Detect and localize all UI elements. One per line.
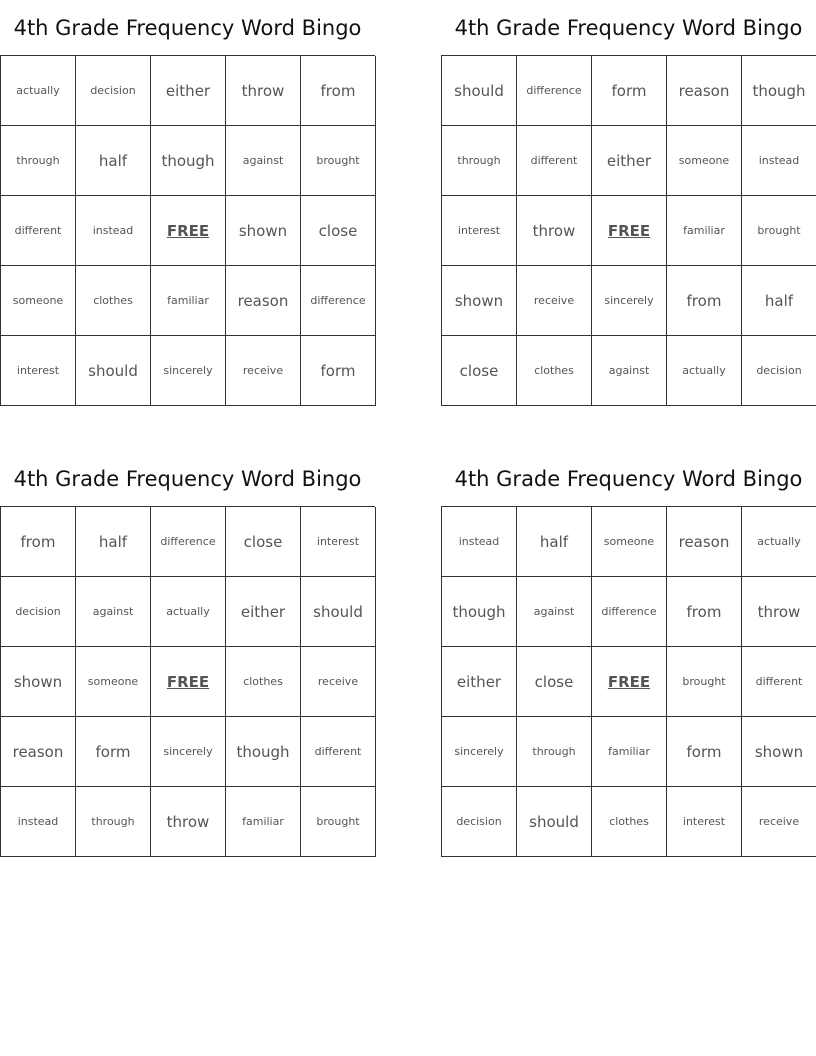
- bingo-cell: form: [592, 56, 667, 126]
- bingo-cell: interest: [1, 336, 76, 406]
- bingo-cell: through: [76, 787, 151, 857]
- bingo-cell: decision: [442, 787, 517, 857]
- bingo-cell: clothes: [592, 787, 667, 857]
- bingo-cell: receive: [301, 647, 376, 717]
- bingo-cell: either: [592, 126, 667, 196]
- bingo-cell: instead: [742, 126, 816, 196]
- bingo-cell: close: [301, 196, 376, 266]
- bingo-cell: different: [517, 126, 592, 196]
- bingo-cell: clothes: [76, 266, 151, 336]
- bingo-cell: receive: [517, 266, 592, 336]
- bingo-grid: [441, 506, 816, 857]
- bingo-cell: though: [742, 56, 816, 126]
- bingo-grid: [0, 506, 375, 857]
- bingo-cell: sincerely: [592, 266, 667, 336]
- bingo-cell: reason: [226, 266, 301, 336]
- bingo-cell: brought: [742, 196, 816, 266]
- bingo-cell: interest: [442, 196, 517, 266]
- bingo-cell: through: [442, 126, 517, 196]
- bingo-cell: from: [301, 56, 376, 126]
- bingo-cell: throw: [742, 577, 816, 647]
- bingo-cell: either: [151, 56, 226, 126]
- bingo-cell: from: [1, 507, 76, 577]
- bingo-cell: from: [667, 266, 742, 336]
- bingo-cell: close: [442, 336, 517, 406]
- bingo-cell: close: [226, 507, 301, 577]
- bingo-cell: brought: [301, 787, 376, 857]
- bingo-cell: from: [667, 577, 742, 647]
- bingo-cell: form: [76, 717, 151, 787]
- bingo-cell: clothes: [517, 336, 592, 406]
- bingo-cell: through: [1, 126, 76, 196]
- bingo-cell: different: [301, 717, 376, 787]
- bingo-cell: either: [442, 647, 517, 717]
- free-space: FREE: [151, 196, 226, 266]
- bingo-cell: different: [1, 196, 76, 266]
- bingo-cell: actually: [1, 56, 76, 126]
- bingo-cell: against: [517, 577, 592, 647]
- bingo-card-3: [0, 451, 375, 857]
- bingo-cell: through: [517, 717, 592, 787]
- bingo-cell: shown: [442, 266, 517, 336]
- bingo-cell: familiar: [592, 717, 667, 787]
- bingo-cell: interest: [667, 787, 742, 857]
- bingo-cell: clothes: [226, 647, 301, 717]
- bingo-cell: shown: [1, 647, 76, 717]
- bingo-cell: familiar: [667, 196, 742, 266]
- card-title: 4th Grade Frequency Word Bingo: [454, 16, 803, 40]
- bingo-cell: should: [442, 56, 517, 126]
- bingo-cell: decision: [76, 56, 151, 126]
- free-space: FREE: [151, 647, 226, 717]
- bingo-cell: someone: [667, 126, 742, 196]
- bingo-cell: decision: [1, 577, 76, 647]
- bingo-cell: different: [742, 647, 816, 717]
- bingo-cell: receive: [226, 336, 301, 406]
- bingo-cell: half: [742, 266, 816, 336]
- bingo-cell: instead: [76, 196, 151, 266]
- bingo-cell: form: [301, 336, 376, 406]
- bingo-cell: decision: [742, 336, 816, 406]
- card-title: 4th Grade Frequency Word Bingo: [13, 16, 362, 40]
- bingo-grid: [441, 55, 816, 406]
- bingo-cell: against: [76, 577, 151, 647]
- bingo-cell: though: [151, 126, 226, 196]
- bingo-cell: difference: [151, 507, 226, 577]
- bingo-cell: actually: [667, 336, 742, 406]
- bingo-cell: reason: [667, 56, 742, 126]
- bingo-cell: shown: [226, 196, 301, 266]
- bingo-cell: brought: [667, 647, 742, 717]
- bingo-cell: though: [442, 577, 517, 647]
- bingo-cell: actually: [742, 507, 816, 577]
- bingo-cell: sincerely: [442, 717, 517, 787]
- bingo-cell: difference: [301, 266, 376, 336]
- bingo-cell: half: [517, 507, 592, 577]
- bingo-card-2: [441, 0, 816, 406]
- bingo-cell: throw: [517, 196, 592, 266]
- bingo-card-1: [0, 0, 375, 406]
- bingo-cell: difference: [592, 577, 667, 647]
- bingo-cell: familiar: [151, 266, 226, 336]
- bingo-cell: either: [226, 577, 301, 647]
- free-space: FREE: [592, 647, 667, 717]
- bingo-cell: sincerely: [151, 336, 226, 406]
- card-title: 4th Grade Frequency Word Bingo: [13, 467, 362, 491]
- bingo-cell: should: [517, 787, 592, 857]
- bingo-cell: though: [226, 717, 301, 787]
- bingo-cell: against: [592, 336, 667, 406]
- bingo-cell: should: [301, 577, 376, 647]
- bingo-cell: half: [76, 507, 151, 577]
- bingo-cell: half: [76, 126, 151, 196]
- bingo-cell: instead: [442, 507, 517, 577]
- bingo-cell: someone: [1, 266, 76, 336]
- bingo-cell: should: [76, 336, 151, 406]
- bingo-cell: form: [667, 717, 742, 787]
- bingo-cell: difference: [517, 56, 592, 126]
- bingo-card-4: [441, 451, 816, 857]
- bingo-cell: interest: [301, 507, 376, 577]
- bingo-cell: throw: [151, 787, 226, 857]
- bingo-cell: sincerely: [151, 717, 226, 787]
- bingo-cell: someone: [76, 647, 151, 717]
- bingo-cell: familiar: [226, 787, 301, 857]
- card-title: 4th Grade Frequency Word Bingo: [454, 467, 803, 491]
- bingo-cell: receive: [742, 787, 816, 857]
- bingo-cell: instead: [1, 787, 76, 857]
- bingo-cell: brought: [301, 126, 376, 196]
- bingo-cell: someone: [592, 507, 667, 577]
- bingo-cell: throw: [226, 56, 301, 126]
- bingo-cell: actually: [151, 577, 226, 647]
- bingo-grid: [0, 55, 375, 406]
- bingo-cell: against: [226, 126, 301, 196]
- bingo-cell: reason: [1, 717, 76, 787]
- bingo-cell: reason: [667, 507, 742, 577]
- bingo-cell: shown: [742, 717, 816, 787]
- bingo-cell: close: [517, 647, 592, 717]
- free-space: FREE: [592, 196, 667, 266]
